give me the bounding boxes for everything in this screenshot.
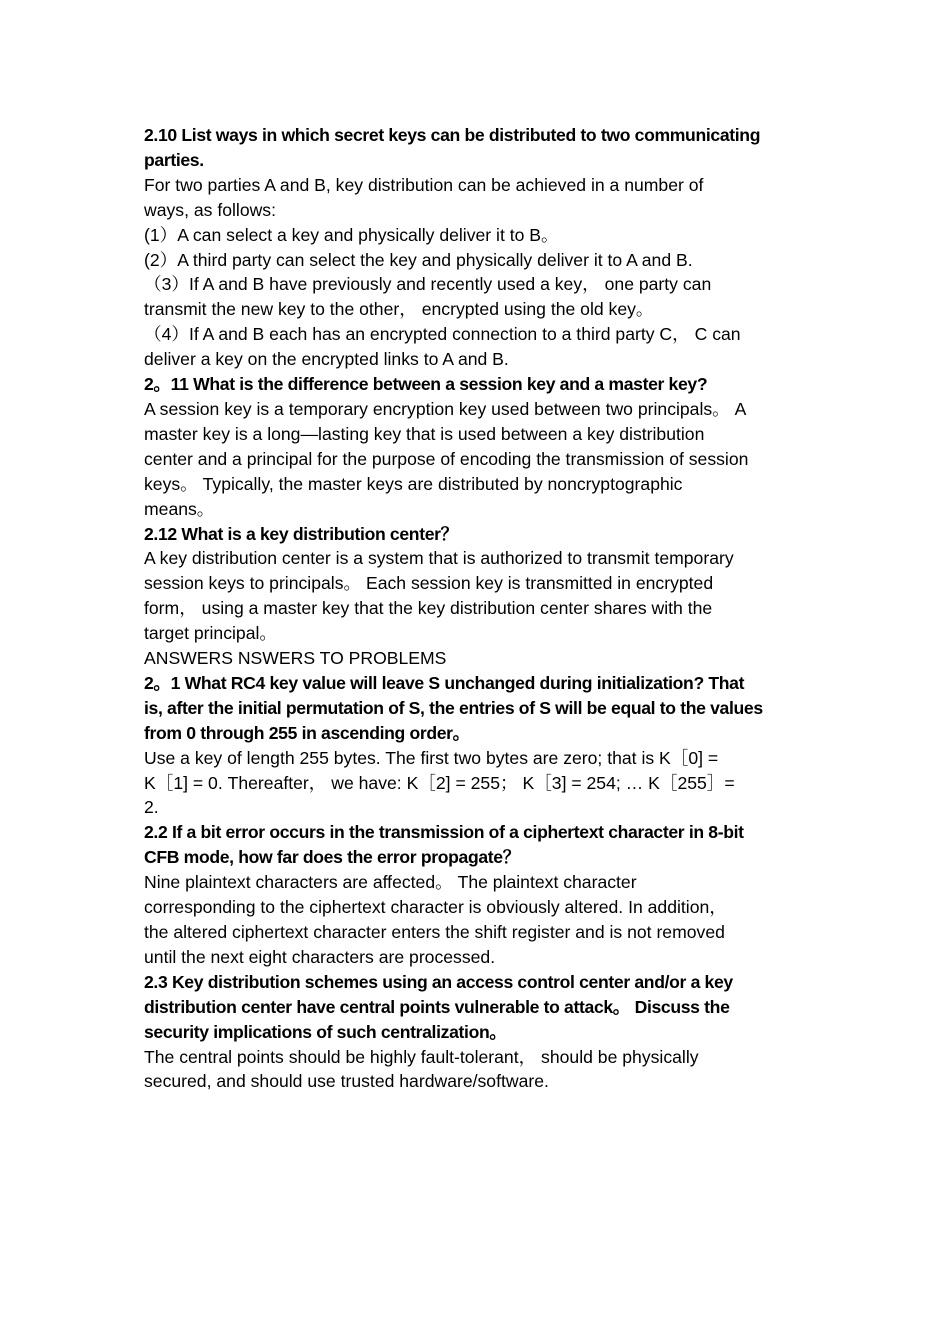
text-line: For two parties A and B, key distribution can be achieved in a number of (144, 174, 704, 195)
text-line: （3）If A and B have previously and recently used a key， one party can (144, 274, 712, 295)
question-line: is, after the initial permutation of S, the entries of S will be equal to the values (144, 697, 763, 718)
text-line: target principal。 (144, 623, 277, 644)
question-line: distribution center have central points vulnerable to attack。 Discuss the (144, 996, 730, 1017)
text-line: deliver a key on the encrypted links to A and B. (144, 349, 509, 370)
text-line: K［1] = 0. Thereafter， we have: K［2] = 255； K［3] = 254; … K［255］= (144, 772, 735, 793)
text-line: 2. (144, 797, 159, 818)
text-line: （4）If A and B each has an encrypted connection to a third party C， C can (144, 324, 741, 345)
text-line: center and a principal for the purpose of encoding the transmission of session (144, 448, 749, 469)
question-line: 2.10 List ways in which secret keys can be distributed to two communicating (144, 125, 761, 145)
question-line: from 0 through 255 in ascending order。 (144, 722, 470, 743)
text-line: A key distribution center is a system that is authorized to transmit temporary (144, 548, 734, 569)
text-line: master key is a long—lasting key that is used between a key distribution (144, 423, 705, 444)
text-line: ANSWERS NSWERS TO PROBLEMS (144, 648, 447, 669)
text-line: Use a key of length 255 bytes. The first two bytes are zero; that is K［0] = (144, 747, 719, 768)
text-line: until the next eight characters are processed. (144, 946, 496, 967)
text-line: corresponding to the ciphertext character is obviously altered. In addition， (144, 897, 727, 918)
text-line: A session key is a temporary encryption key used between two principals。 A (144, 398, 747, 419)
question-line: 2.12 What is a key distribution center？ (144, 523, 458, 544)
document-page (144, 123, 814, 1094)
text-line: keys。 Typically, the master keys are distributed by noncryptographic (144, 473, 683, 494)
question-line: 2.3 Key distribution schemes using an access control center and/or a key (144, 971, 733, 992)
text-line: transmit the new key to the other， encrypted using the old key。 (144, 299, 654, 320)
text-line: means。 (144, 498, 215, 519)
question-line: 2。11 What is the difference between a session key and a master key? (144, 374, 708, 395)
question-line: CFB mode, how far does the error propagate？ (144, 847, 520, 868)
question-line: security implications of such centralization。 (144, 1021, 507, 1042)
text-line: ways, as follows: (144, 199, 276, 220)
text-line: (1）A can select a key and physically deliver it to B。 (144, 224, 559, 245)
text-line: Nine plaintext characters are affected。 The plaintext character (144, 872, 637, 893)
question-line: parties. (144, 149, 204, 170)
text-line: form， using a master key that the key distribution center shares with the (144, 598, 713, 619)
text-line: (2）A third party can select the key and physically deliver it to A and B. (144, 249, 693, 270)
question-line: 2.2 If a bit error occurs in the transmission of a ciphertext character in 8-bit (144, 822, 744, 843)
text-line: secured, and should use trusted hardware/software. (144, 1071, 549, 1092)
text-line: the altered ciphertext character enters the shift register and is not removed (144, 922, 725, 942)
text-line: The central points should be highly fault-tolerant， should be physically (144, 1046, 699, 1067)
text-line: session keys to principals。 Each session key is transmitted in encrypted (144, 573, 714, 594)
question-line: 2。1 What RC4 key value will leave S unchanged during initialization? That (144, 672, 745, 693)
